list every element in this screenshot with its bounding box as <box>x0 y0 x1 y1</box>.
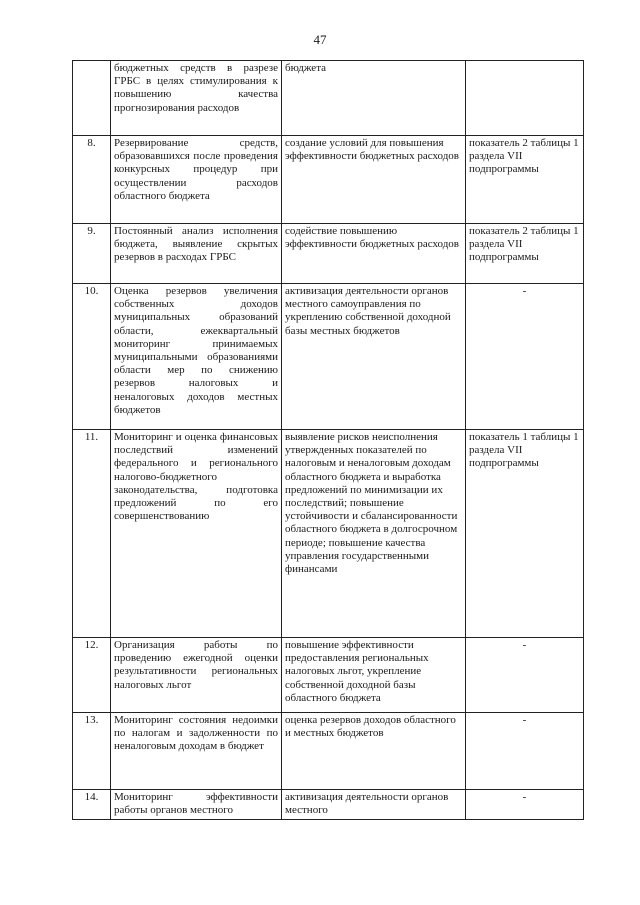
table-row <box>73 224 584 284</box>
indicator-cell: показатель 2 таблицы 1 раздела VII подпрограммы <box>466 136 584 224</box>
table-row <box>73 284 584 430</box>
dash-placeholder: - <box>522 285 527 297</box>
result-cell: создание условий для повышения эффективности бюджетных расходов <box>282 136 466 224</box>
row-number: 8. <box>73 136 111 224</box>
task-cell: Резервирование средств, образовавшихся после проведения конкурсных процедур при осуществлении расходов областного бюджета <box>111 136 282 224</box>
row-number: 13. <box>73 713 111 790</box>
dash-placeholder: - <box>522 714 527 726</box>
indicator-cell <box>466 61 584 136</box>
dash-placeholder: - <box>522 639 527 651</box>
table-row <box>73 638 584 713</box>
result-cell: выявление рисков неисполнения утвержденных показателей по налоговым и неналоговым доходам областного бюджета и выработка предложений по минимизации их последствий; повышение устойчивости и сбалансированности областного бюджета в долгосрочном периоде; повышение качества управления государственными финансами <box>282 430 466 638</box>
row-number: 10. <box>73 284 111 430</box>
row-number: 14. <box>73 790 111 820</box>
page-number: 47 <box>313 32 327 47</box>
table-row <box>73 790 584 820</box>
row-number <box>73 61 111 136</box>
task-cell: Оценка резервов увеличения собственных доходов муниципальных образований области, ежеквартальный мониторинг принимаемых муниципальными образованиями области мер по снижению резервов налоговых и неналоговых доходов местных бюджетов <box>111 284 282 430</box>
task-cell: Мониторинг эффективности работы органов местного <box>111 790 282 820</box>
task-cell: Организация работы по проведению ежегодной оценки результативности региональных налоговых льгот <box>111 638 282 713</box>
result-cell: оценка резервов доходов областного и местных бюджетов <box>282 713 466 790</box>
table-row <box>73 61 584 136</box>
result-cell: активизация деятельности органов местного самоуправления по укреплению собственной доходной базы местных бюджетов <box>282 284 466 430</box>
task-cell: Постоянный анализ исполнения бюджета, выявление скрытых резервов в расходах ГРБС <box>111 224 282 284</box>
task-cell: Мониторинг и оценка финансовых последствий изменений федерального и регионального налогово-бюджетного законодательства, подготовка предложений по его совершенствованию <box>111 430 282 638</box>
result-cell: бюджета <box>282 61 466 136</box>
table-row <box>73 430 584 638</box>
result-cell: повышение эффективности предоставления региональных налоговых льгот, укрепление собственной доходной базы областного бюджета <box>282 638 466 713</box>
indicator-cell <box>466 284 584 430</box>
row-number: 11. <box>73 430 111 638</box>
result-cell: активизация деятельности органов местного <box>282 790 466 820</box>
row-number: 9. <box>73 224 111 284</box>
task-cell: Мониторинг состояния недоимки по налогам и задолженности по неналоговым доходам в бюджет <box>111 713 282 790</box>
task-cell: бюджетных средств в разрезе ГРБС в целях стимулирования к повышению качества прогнозирования расходов <box>111 61 282 136</box>
indicator-cell: показатель 1 таблицы 1 раздела VII подпрограммы <box>466 430 584 638</box>
row-number: 12. <box>73 638 111 713</box>
indicator-cell: показатель 2 таблицы 1 раздела VII подпрограммы <box>466 224 584 284</box>
result-cell: содействие повышению эффективности бюджетных расходов <box>282 224 466 284</box>
indicator-cell <box>466 638 584 713</box>
dash-placeholder: - <box>522 791 527 803</box>
indicator-cell <box>466 790 584 820</box>
table-row <box>73 136 584 224</box>
indicator-cell <box>466 713 584 790</box>
table-row <box>73 713 584 790</box>
measures-table <box>72 60 584 820</box>
